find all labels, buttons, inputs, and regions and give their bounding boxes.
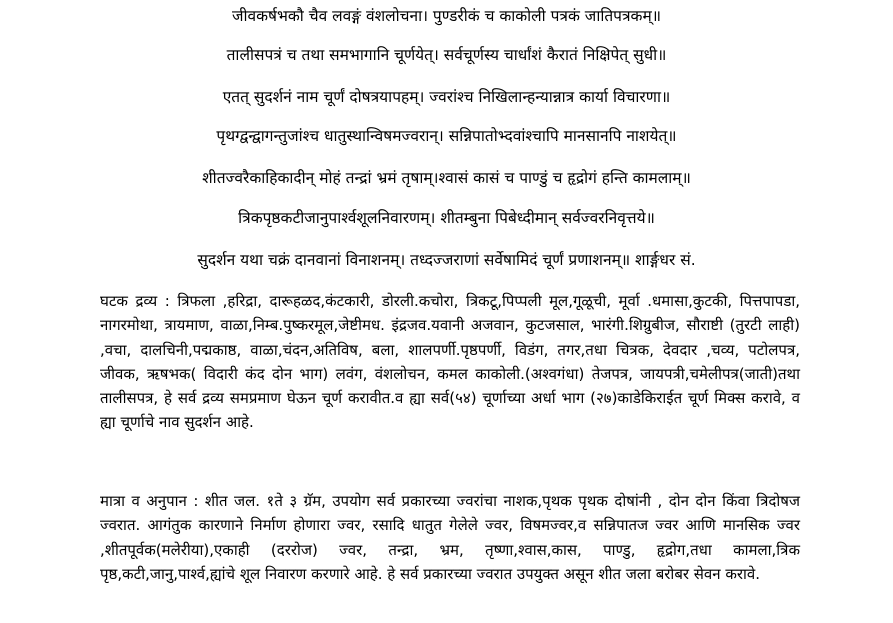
verse-line: शीतज्वरैकाहिकादीन् मोहं तन्द्रां भ्रमं तृषाम्।श्वासं कासं च पाण्डुं च हृद्रोगं हन्ति कामलाम्॥ <box>202 169 691 187</box>
verse-line: एतत् सुदर्शनं नाम चूर्णं दोषत्रयापहम्। ज्वरांश्च निखिलान्हन्यान्नात्र कार्या विचारणा॥ <box>222 88 671 106</box>
verse-line: पृथग्द्वन्द्वागन्तुजांश्च धातुस्थान्विषमज्वरान्। सन्निपातोभ्दवांश्चापि मानसानपि नाशयेत्॥ <box>216 127 677 145</box>
ingredients-paragraph: घटक द्रव्य : त्रिफला ,हरिद्रा, दारूहळद,कंटकारी, डोरली.कचोरा, त्रिकटू,पिप्पली मूल,गूळूची, मूर्वा .धमासा,कुटकी, पित्तपापडा, नागरमोथा, त्रायमाण, वाळा,निम्ब.पुष्करमूल,जेष्टीमध. इंद्रजव.यवानी अजवान, कुटजसाल, भारंगी.शिग्रुबीज, सौराष्टी (तुरटी लाही) ,वचा, दालचिनी,पद्मकाष्ठ, वाळा,चंदन,अतिविष, बला, शालपर्णी.पृष्ठपर्णी, विडंग, तगर,तधा चित्रक, देवदार ,चव्य, पटोलपत्र, जीवक, ऋषभक( विदारी कंद दोन भाग) लवंग, वंशलोचन, कमल काकोली.(अश्वगंधा) तेजपत्र, जायपत्री,चमेलीपत्र(जाती)तथा तालीसपत्र, हे सर्व द्रव्य समप्रमाण घेऊन चूर्ण करावीत.व ह्या सर्व(५४) चूर्णाच्या अर्धा भाग (२७)काडेकिराईत चूर्ण मिक्स करावे, व ह्या चूर्णाचे नाव सुदर्शन आहे. <box>100 292 800 432</box>
verse-line: जीवकर्षभकौ चैव लवङ्गं वंशलोचना। पुण्डरीकं च काकोली पत्रकं जातिपत्रकम्॥ <box>231 7 661 25</box>
verse-line: त्रिकपृष्ठकटीजानुपार्श्वशूलनिवारणम्। शीतम्बुना पिबेध्दीमान् सर्वज्वरनिवृत्तये॥ <box>238 209 655 227</box>
verse-line: तालीसपत्रं च तथा समभागानि चूर्णयेत्। सर्वचूर्णस्य चार्धांशं कैरातं निक्षिपेत् सुधी॥ <box>226 46 667 64</box>
verse-line: सुदर्शन यथा चक्रं दानवानां विनाशनम्। तध्दज्जराणां सर्वेषामिदं चूर्णं प्रणाशनम्॥ शार्ङ्गधर सं. <box>197 251 696 269</box>
dosage-usage-paragraph: मात्रा व अनुपान : शीत जल. १ते ३ ग्रॅम, उपयोग सर्व प्रकारच्या ज्वरांचा नाशक,पृथक पृथक दोषांनी , दोन दोन किंवा त्रिदोषज ज्वरात. आगंतुक कारणाने निर्माण होणारा ज्वर, रसादि धातुत गेलेले ज्वर, विषमज्वर,व सन्निपातज ज्वर आणि मानसिक ज्वर ,शीतपूर्वक(मलेरीया),एकाही (दररोज) ज्वर, तन्द्रा, भ्रम, तृष्णा,श्वास,कास, पाण्डु, हृद्रोग,तधा कामला,त्रिक पृष्ठ,कटी,जानु,पार्श्व,ह्यांचे शूल निवारण करणारे आहे. हे सर्व प्रकारच्या ज्वरात उपयुक्त असून शीत जला बरोबर सेवन करावे. <box>100 492 800 583</box>
